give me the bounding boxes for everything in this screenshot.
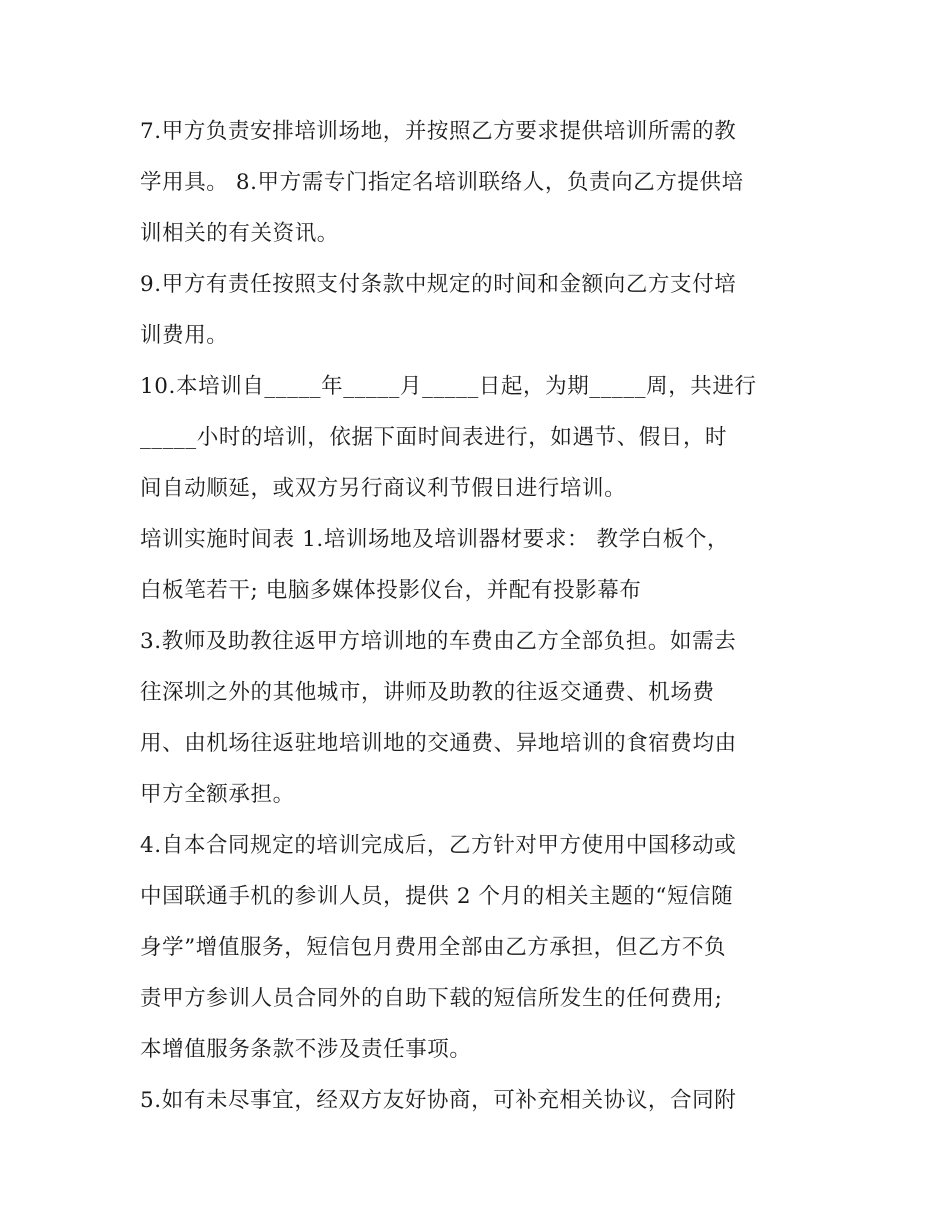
text-line: 训相关的有关资讯。 [140, 221, 339, 246]
text-line: 训费用。 [140, 323, 229, 348]
text-line: 白板笔若干; 电脑多媒体投影仪台，并配有投影幕布 [140, 578, 642, 603]
text-line: 甲方全额承担。 [140, 782, 295, 807]
text-line: 责甲方参训人员合同外的自助下载的短信所发生的任何费用; [140, 986, 723, 1011]
text-line: 本增值服务条款不涉及责任事项。 [140, 1037, 472, 1062]
text-line: 7.甲方负责安排培训场地，并按照乙方要求提供培训所需的教 [140, 119, 737, 144]
text-line: 3.教师及助教往返甲方培训地的车费由乙方全部负担。如需去 [140, 629, 737, 654]
text-line: 5.如有未尽事宜，经双方友好协商，可补充相关协议，合同附 [140, 1088, 737, 1113]
text-line: 中国联通手机的参训人员，提供 2 个月的相关主题的“短信随 [140, 884, 734, 909]
text-line: 往深圳之外的其他城市，讲师及助教的往返交通费、机场费 [140, 680, 715, 705]
text-line: 4.自本合同规定的培训完成后，乙方针对甲方使用中国移动或 [140, 833, 737, 858]
document-body [140, 106, 820, 1126]
text-line: 学用具。 8.甲方需专门指定名培训联络人，负责向乙方提供培 [140, 170, 744, 195]
text-line: 间自动顺延，或双方另行商议利节假日进行培训。 [140, 476, 627, 501]
text-line: 培训实施时间表 1.培训场地及培训器材要求： 教学白板个， [140, 527, 730, 552]
text-line: 10.本培训自_____年_____月_____日起，为期_____周，共进行 [140, 374, 757, 399]
text-line: 用、由机场往返驻地培训地的交通费、异地培训的食宿费均由 [140, 731, 737, 756]
text-line: 身学”增值服务，短信包月费用全部由乙方承担，但乙方不负 [140, 935, 727, 960]
text-line: 9.甲方有责任按照支付条款中规定的时间和金额向乙方支付培 [140, 272, 737, 297]
text-line: _____小时的培训，依据下面时间表进行，如遇节、假日，时 [140, 425, 728, 450]
